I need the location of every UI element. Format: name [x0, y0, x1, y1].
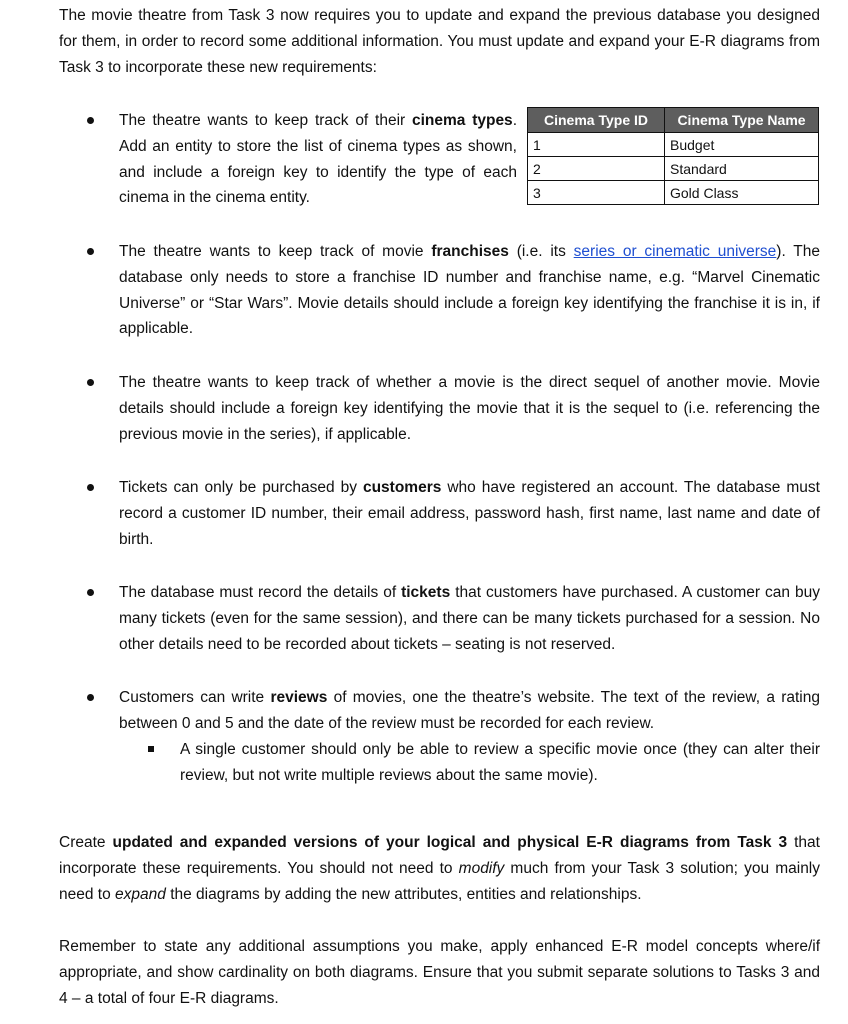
table-cell: Standard — [665, 157, 819, 181]
bullet — [87, 248, 94, 255]
column-header: Cinema Type ID — [528, 108, 665, 133]
table-header-row — [528, 108, 819, 133]
requirement-franchises: The theatre wants to keep track of movie franchises (i.e. its series or cinematic universe). The database only needs to store a franchise ID number and franchise name, e.g. “Marvel Cinematic Universe” or “Star Wars”. Movie details should include a foreign key identifying the franchise it is in, if applicable. — [119, 243, 821, 338]
requirement-sequels: The theatre wants to keep track of whether a movie is the direct sequel of another movie. Movie details should include a foreign key identifying the movie that it is the sequel to (i.e. referencing the previous movie in the series), if applicable. — [119, 374, 820, 443]
table-row — [528, 157, 819, 181]
bullet — [87, 484, 94, 491]
table-row — [528, 181, 819, 205]
requirement-review-constraint: A single customer should only be able to review a specific movie once (they can alter their review, but not write multiple reviews about the same movie). — [180, 741, 820, 784]
requirement-tickets: The database must record the details of tickets that customers have purchased. A customer can buy many tickets (even for the same session), and there can be many tickets purchased for a session. No other details need to be recorded about tickets – seating is not reserved. — [119, 584, 820, 653]
requirement-cinema-types: The theatre wants to keep track of their cinema types. Add an entity to store the list of cinema types as shown, and include a foreign key to identify the type of each cinema in the cinema entity. — [119, 112, 517, 207]
table-cell: Budget — [665, 133, 819, 157]
bullet — [87, 379, 94, 386]
table-cell: Gold Class — [665, 181, 819, 205]
series-link[interactable]: series or cinematic universe — [573, 243, 777, 260]
column-header: Cinema Type Name — [665, 108, 819, 133]
table-row — [528, 133, 819, 157]
reminder-paragraph: Remember to state any additional assumptions you make, apply enhanced E-R model concepts where/if appropriate, and show cardinality on both diagrams. Ensure that you submit separate solutions to Tasks 3 and 4 – a total of four E-R diagrams. — [59, 938, 820, 1007]
bullet — [87, 117, 94, 124]
requirement-customers: Tickets can only be purchased by customers who have registered an account. The database must record a customer ID number, their email address, password hash, first name, last name and date of birth. — [119, 479, 820, 548]
requirement-reviews: Customers can write reviews of movies, one the theatre’s website. The text of the review, a rating between 0 and 5 and the date of the review must be recorded for each review. — [119, 689, 820, 732]
task-paragraph: Create updated and expanded versions of your logical and physical E-R diagrams from Task 3 that incorporate these requirements. You should not need to modify much from your Task 3 solution; you mainly need to expand the diagrams by adding the new attributes, entities and relationships. — [59, 834, 821, 903]
sub-bullet — [148, 746, 154, 752]
bullet — [87, 589, 94, 596]
table-cell: 2 — [528, 157, 665, 181]
cinema-types-table — [527, 107, 819, 205]
table-cell: 1 — [528, 133, 665, 157]
intro-paragraph: The movie theatre from Task 3 now requires you to update and expand the previous database you designed for them, in order to record some additional information. You must update and expand your E-R diagrams from Task 3 to incorporate these new requirements: — [59, 7, 820, 76]
bullet — [87, 694, 94, 701]
table-cell: 3 — [528, 181, 665, 205]
